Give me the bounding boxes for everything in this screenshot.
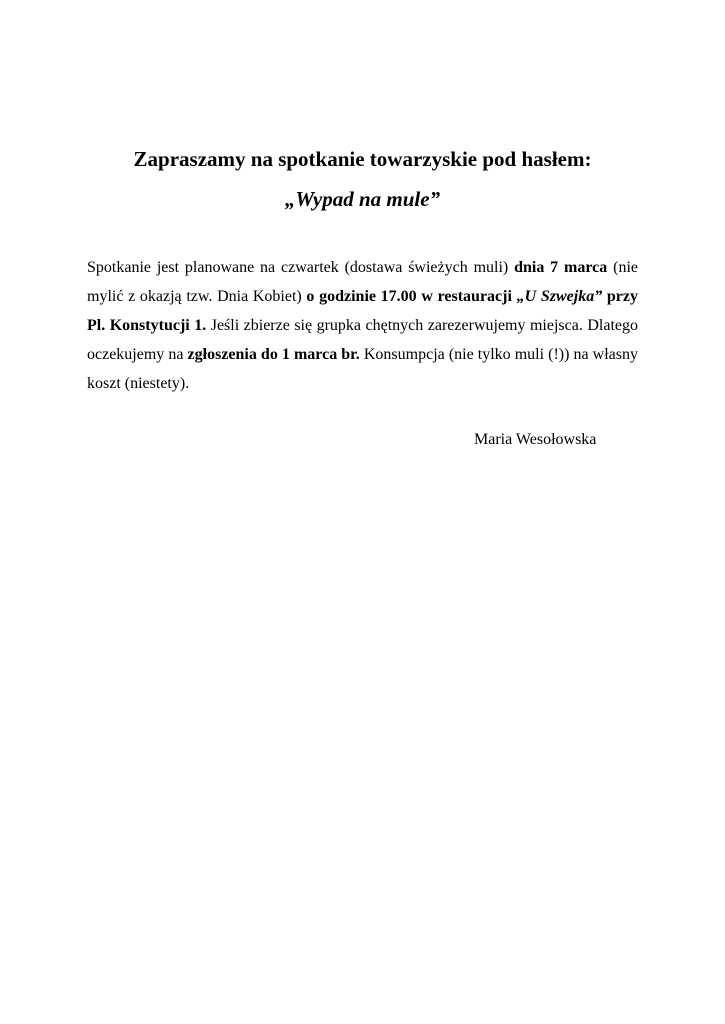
registration-deadline: zgłoszenia do 1 marca br. bbox=[187, 346, 360, 363]
restaurant-address: przy Pl. Konstytucji 1. bbox=[87, 288, 639, 334]
event-motto: „Wypad na mule” bbox=[284, 187, 441, 211]
event-time-place: o godzinie 17.00 w restauracji bbox=[306, 288, 512, 305]
restaurant-name: „U Szwejka” bbox=[516, 288, 603, 305]
body-text-2: (nie mylić z okazją tzw. Dnia Kobiet) bbox=[87, 259, 639, 305]
invitation-body bbox=[87, 253, 638, 398]
body-text-4: Konsumpcja (nie tylko muli (!)) na własny koszt (niestety). bbox=[87, 346, 639, 392]
body-text-1: Spotkanie jest planowane na czwartek (dostawa świeżych muli) bbox=[87, 259, 515, 276]
body-text-3: Jeśli zbierze się grupka chętnych zarezerwujemy miejsca. Dlatego oczekujemy na bbox=[87, 317, 638, 363]
signature: Maria Wesołowska bbox=[474, 431, 597, 448]
invitation-title: Zapraszamy na spotkanie towarzyskie pod hasłem: bbox=[133, 147, 592, 171]
event-date: dnia 7 marca bbox=[514, 259, 608, 276]
